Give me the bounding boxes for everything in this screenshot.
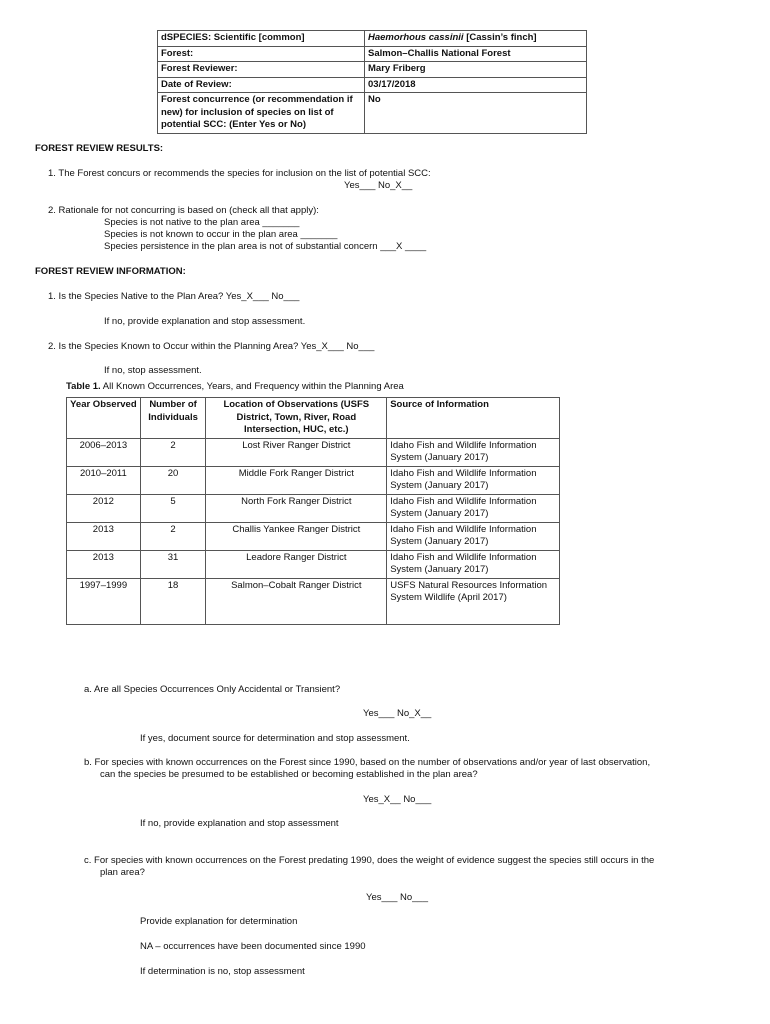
cell-individuals: 20 [140, 466, 206, 494]
results-question-1-answer: Yes___ No_X__ [344, 180, 413, 191]
cell-individuals: 2 [140, 522, 206, 550]
concurrence-value: No [365, 93, 587, 134]
table-row [158, 77, 587, 93]
question-a: a. Are all Species Occurrences Only Accidental or Transient? [84, 684, 341, 695]
cell-year: 2010–2011 [67, 466, 141, 494]
table-row [158, 31, 587, 47]
table-caption-number: Table 1. [66, 381, 101, 392]
cell-location: Salmon–Cobalt Ranger District [206, 578, 387, 624]
question-c-note-1: Provide explanation for determination [140, 916, 298, 927]
table-row [67, 550, 560, 578]
cell-year: 2013 [67, 550, 141, 578]
question-c-line-2: plan area? [100, 867, 145, 878]
date-value: 03/17/2018 [365, 77, 587, 93]
info-question-2-note: If no, stop assessment. [104, 365, 202, 376]
info-question-1: 1. Is the Species Native to the Plan Area? Yes_X___ No___ [48, 291, 300, 302]
cell-individuals: 18 [140, 578, 206, 624]
reviewer-label: Forest Reviewer: [158, 62, 365, 78]
cell-year: 1997–1999 [67, 578, 141, 624]
cell-source: USFS Natural Resources Information System Wildlife (April 2017) [387, 578, 560, 624]
common-name: [Cassin’s finch] [463, 32, 537, 43]
rationale-option-1: Species is not native to the plan area _______ [104, 217, 300, 228]
question-b-line-1: b. For species with known occurrences on the Forest since 1990, based on the number of observations and/or year of last observation, [84, 757, 651, 768]
cell-source: Idaho Fish and Wildlife Information System (January 2017) [387, 522, 560, 550]
table-header-row [67, 398, 560, 439]
cell-location: Challis Yankee Ranger District [206, 522, 387, 550]
cell-individuals: 31 [140, 550, 206, 578]
table-row [158, 93, 587, 134]
cell-location: Leadore Ranger District [206, 550, 387, 578]
table-row [158, 62, 587, 78]
scientific-name: Haemorhous cassinii [368, 32, 464, 43]
question-c-answer: Yes___ No___ [366, 892, 428, 903]
results-question-2: 2. Rationale for not concurring is based on (check all that apply): [48, 205, 319, 216]
question-c-note-2: NA – occurrences have been documented since 1990 [140, 941, 366, 952]
table-row [158, 46, 587, 62]
cell-individuals: 2 [140, 438, 206, 466]
species-summary-table [157, 30, 587, 134]
cell-individuals: 5 [140, 494, 206, 522]
question-c-line-1: c. For species with known occurrences on the Forest predating 1990, does the weight of evidence suggest the species still occurs in the [84, 855, 655, 866]
cell-year: 2006–2013 [67, 438, 141, 466]
cell-year: 2013 [67, 522, 141, 550]
table-row [67, 466, 560, 494]
info-question-2: 2. Is the Species Known to Occur within the Planning Area? Yes_X___ No___ [48, 341, 375, 352]
occurrences-table [66, 397, 560, 625]
species-value [365, 31, 587, 47]
cell-source: Idaho Fish and Wildlife Information System (January 2017) [387, 494, 560, 522]
forest-value: Salmon–Challis National Forest [365, 46, 587, 62]
concurrence-label: Forest concurrence (or recommendation if new) for inclusion of species on list of potential SCC: (Enter Yes or No) [158, 93, 365, 134]
review-results-heading: FOREST REVIEW RESULTS: [35, 143, 164, 154]
question-a-answer: Yes___ No_X__ [363, 708, 432, 719]
col-year: Year Observed [67, 398, 141, 439]
table-row [67, 522, 560, 550]
species-label: dSPECIES: Scientific [common] [158, 31, 365, 47]
review-info-heading: FOREST REVIEW INFORMATION: [35, 266, 186, 277]
question-b-note: If no, provide explanation and stop assessment [140, 818, 339, 829]
question-b-answer: Yes_X__ No___ [363, 794, 432, 805]
question-a-note: If yes, document source for determination and stop assessment. [140, 733, 410, 744]
date-label: Date of Review: [158, 77, 365, 93]
cell-source: Idaho Fish and Wildlife Information System (January 2017) [387, 466, 560, 494]
cell-year: 2012 [67, 494, 141, 522]
results-question-1: 1. The Forest concurs or recommends the species for inclusion on the list of potential SCC: [48, 168, 431, 179]
table-row [67, 438, 560, 466]
cell-location: Lost River Ranger District [206, 438, 387, 466]
col-location: Location of Observations (USFS District, Town, River, Road Intersection, HUC, etc.) [206, 398, 387, 439]
table-row [67, 494, 560, 522]
cell-location: North Fork Ranger District [206, 494, 387, 522]
question-c-note-3: If determination is no, stop assessment [140, 966, 305, 977]
question-b-line-2: can the species be presumed to be established or becoming established in the plan area? [100, 769, 478, 780]
cell-source: Idaho Fish and Wildlife Information System (January 2017) [387, 438, 560, 466]
table-caption-text: All Known Occurrences, Years, and Frequency within the Planning Area [100, 381, 404, 392]
table-caption [66, 381, 404, 392]
cell-location: Middle Fork Ranger District [206, 466, 387, 494]
info-question-1-note: If no, provide explanation and stop assessment. [104, 316, 306, 327]
cell-source: Idaho Fish and Wildlife Information System (January 2017) [387, 550, 560, 578]
col-source: Source of Information [387, 398, 560, 439]
reviewer-value: Mary Friberg [365, 62, 587, 78]
forest-label: Forest: [158, 46, 365, 62]
table-row [67, 578, 560, 624]
rationale-option-3: Species persistence in the plan area is not of substantial concern ___X ____ [104, 241, 427, 252]
rationale-option-2: Species is not known to occur in the plan area _______ [104, 229, 338, 240]
col-individuals: Number of Individuals [140, 398, 206, 439]
